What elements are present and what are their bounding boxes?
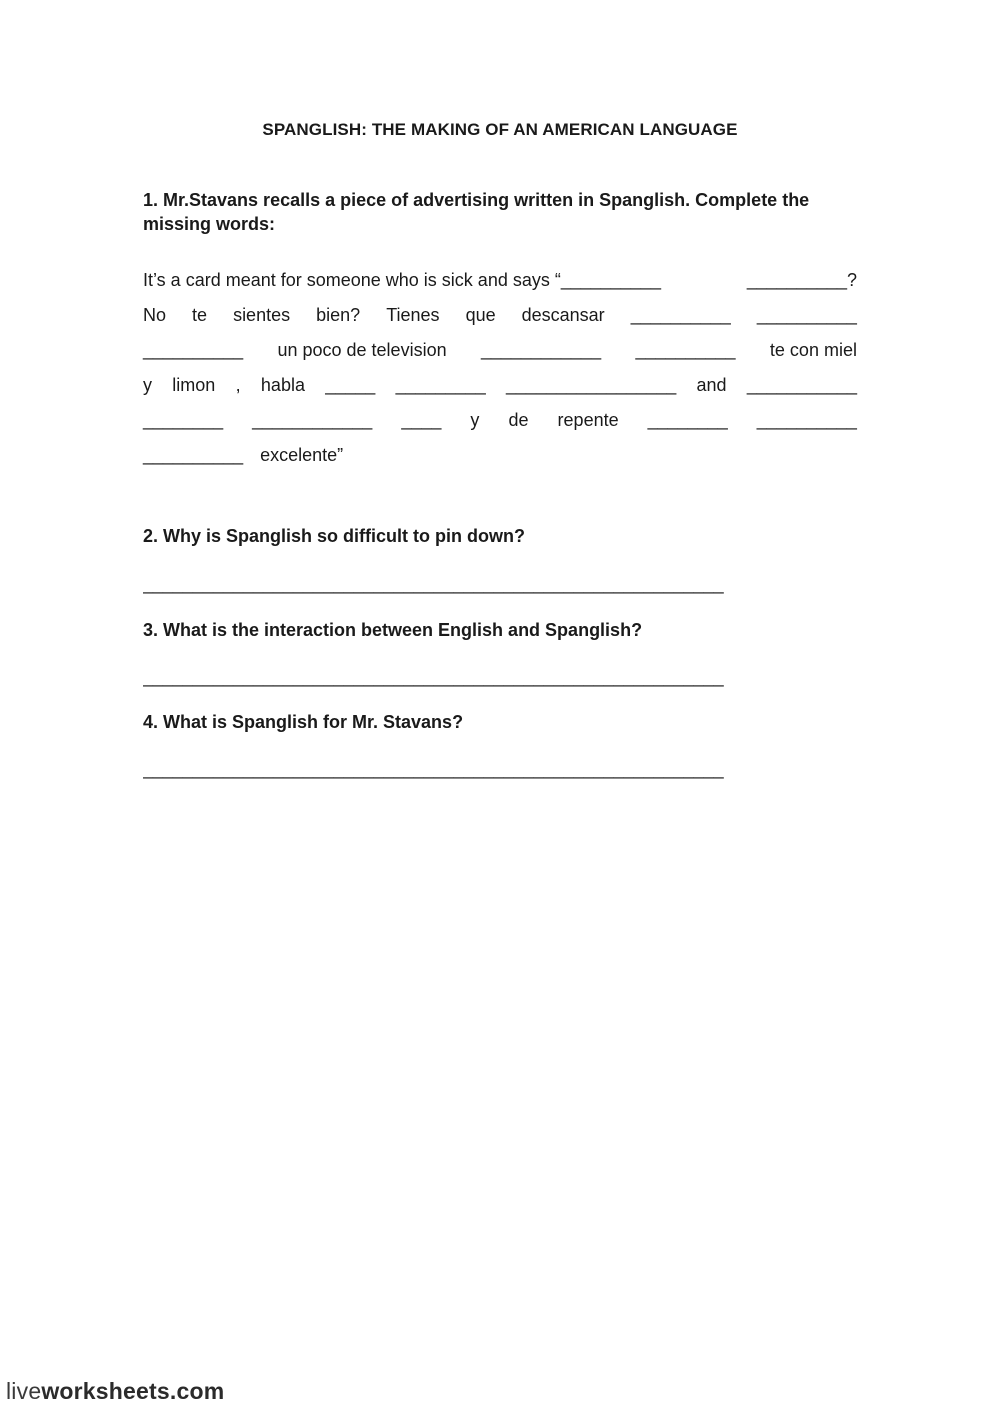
text-fragment: te — [192, 305, 208, 325]
text-fragment: y — [143, 375, 152, 395]
question-3-prompt: 3. What is the interaction between English and Spanglish? — [143, 620, 643, 640]
text-fragment: que — [465, 305, 496, 325]
text-fragment: de — [508, 410, 529, 430]
blank-field[interactable]: _________ — [395, 375, 486, 395]
blank-field[interactable]: __________ — [143, 340, 244, 360]
answer-line-2[interactable]: __________________________________________________________ — [143, 574, 724, 594]
blank-field[interactable]: __________ — [756, 305, 857, 325]
text-fragment: y — [470, 410, 480, 430]
blank-field[interactable]: ________ — [647, 410, 728, 430]
text-fragment: Tienes — [386, 305, 440, 325]
fill-line-6 — [143, 445, 857, 467]
answer-line-3[interactable]: __________________________________________________________ — [143, 667, 724, 687]
question-4-prompt: 4. What is Spanglish for Mr. Stavans? — [143, 712, 464, 732]
text-fragment: bien? — [316, 305, 361, 325]
blank-field[interactable]: _________________ — [506, 375, 677, 395]
blank-field[interactable]: ___________ — [746, 375, 857, 395]
text-fragment: limon — [172, 375, 216, 395]
liveworksheets-logo — [6, 1378, 224, 1405]
text-fragment: descansar — [521, 305, 605, 325]
text-fragment: habla — [260, 375, 305, 395]
text-fragment: sientes — [233, 305, 291, 325]
blank-field[interactable]: _____ — [325, 375, 376, 395]
text-fragment: te con miel — [769, 340, 857, 360]
blank-field[interactable]: __________ — [635, 340, 736, 360]
fill-line-3 — [143, 340, 857, 362]
fill-line-4 — [143, 375, 857, 397]
question-1-prompt: 1. Mr.Stavans recalls a piece of advertising written in Spanglish. Complete the missing words: — [143, 190, 810, 234]
blank-field[interactable]: ____ — [401, 410, 442, 430]
blank-field[interactable]: ____________ — [252, 410, 373, 430]
fill-line-5 — [143, 410, 857, 432]
blank-field[interactable]: It’s a card meant for someone who is sick and says “__________ — [143, 270, 661, 290]
blank-field[interactable]: __________ — [756, 410, 857, 430]
logo-live-text: live — [6, 1378, 42, 1404]
text-fragment: repente — [557, 410, 619, 430]
text-fragment: No — [143, 305, 167, 325]
blank-field[interactable]: __________ — [143, 445, 244, 465]
blank-field[interactable]: __________ — [630, 305, 731, 325]
text-fragment: un poco de television — [277, 340, 447, 360]
fill-line-2 — [143, 305, 857, 327]
question-2-prompt: 2. Why is Spanglish so difficult to pin down? — [143, 526, 525, 546]
blank-field[interactable]: ________ — [143, 410, 224, 430]
answer-line-4[interactable]: __________________________________________________________ — [143, 759, 724, 779]
blank-field[interactable]: __________? — [746, 270, 857, 290]
fill-line-1 — [143, 270, 857, 292]
text-fragment: , — [235, 375, 241, 395]
text-fragment: excelente” — [260, 445, 344, 465]
blank-field[interactable]: ____________ — [480, 340, 602, 360]
page-title: SPANGLISH: THE MAKING OF AN AMERICAN LANGUAGE — [262, 120, 738, 139]
logo-suffix-text: .com — [169, 1378, 225, 1404]
logo-worksheets-text: worksheets — [41, 1378, 170, 1404]
text-fragment: and — [696, 375, 727, 395]
